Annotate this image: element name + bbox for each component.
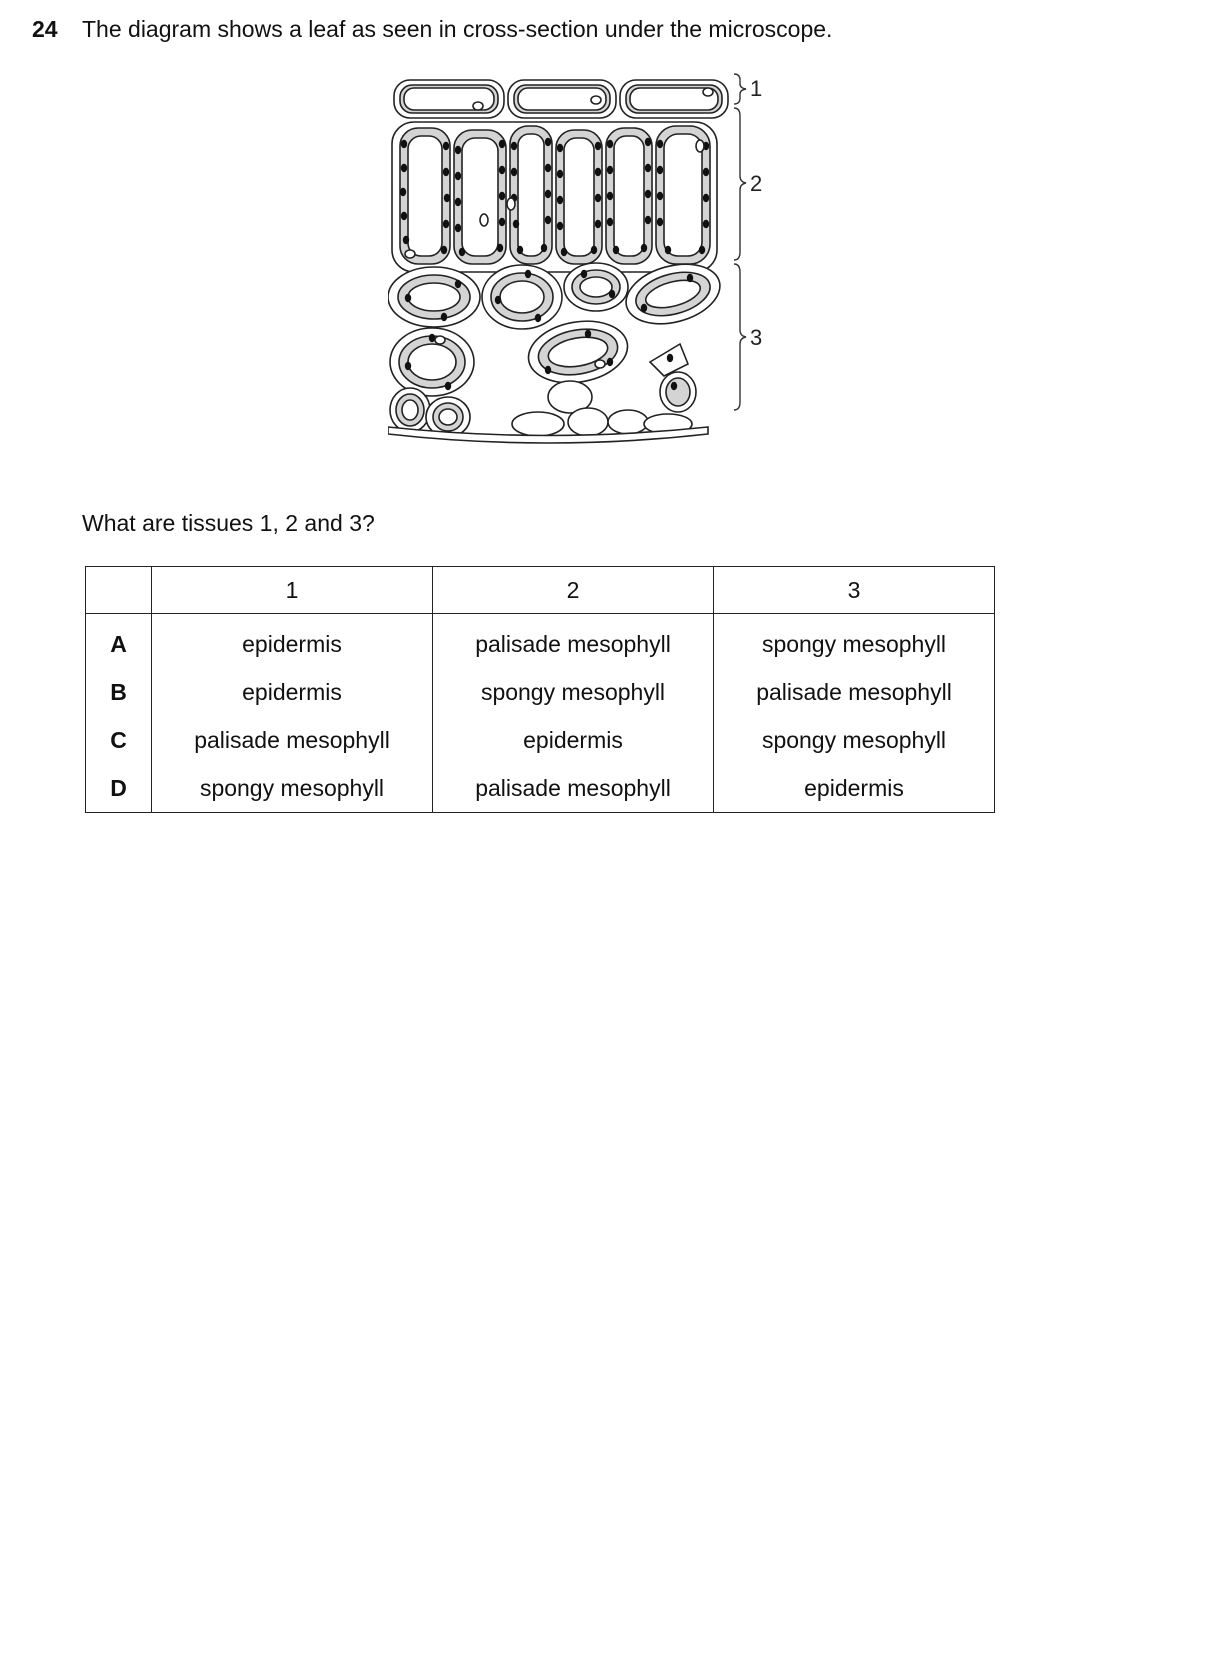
tissue-label-1: 1 — [750, 76, 763, 101]
option-row-a[interactable] — [86, 614, 995, 669]
option-letter[interactable]: C — [86, 716, 152, 764]
option-cell: palisade mesophyll — [433, 764, 714, 813]
option-letter[interactable]: B — [86, 668, 152, 716]
header-cell-1: 1 — [152, 567, 433, 614]
tissue-label-3: 3 — [750, 325, 763, 350]
table-header-row — [86, 567, 995, 614]
leaf-cross-section-diagram — [388, 72, 848, 482]
option-row-b[interactable] — [86, 668, 995, 716]
question-header — [32, 14, 832, 44]
option-cell: epidermis — [152, 614, 433, 669]
header-cell-2: 2 — [433, 567, 714, 614]
palisade-layer — [392, 122, 717, 272]
answer-options-table — [85, 566, 995, 813]
option-letter[interactable]: A — [86, 614, 152, 669]
option-cell: epidermis — [152, 668, 433, 716]
option-cell: spongy mesophyll — [433, 668, 714, 716]
option-row-d[interactable] — [86, 764, 995, 813]
option-row-c[interactable] — [86, 716, 995, 764]
option-cell: spongy mesophyll — [714, 716, 995, 764]
header-cell-blank — [86, 567, 152, 614]
tissue-label-2: 2 — [750, 171, 763, 196]
option-cell: epidermis — [433, 716, 714, 764]
option-cell: palisade mesophyll — [714, 668, 995, 716]
question-prompt: What are tissues 1, 2 and 3? — [82, 510, 375, 536]
option-cell: spongy mesophyll — [152, 764, 433, 813]
spongy-layer — [388, 255, 727, 443]
option-letter[interactable]: D — [86, 764, 152, 813]
option-cell: spongy mesophyll — [714, 614, 995, 669]
option-cell: palisade mesophyll — [433, 614, 714, 669]
question-stem: The diagram shows a leaf as seen in cross-section under the microscope. — [82, 16, 833, 42]
header-cell-3: 3 — [714, 567, 995, 614]
upper-epidermis — [394, 80, 728, 118]
option-cell: palisade mesophyll — [152, 716, 433, 764]
option-cell: epidermis — [714, 764, 995, 813]
question-number: 24 — [32, 16, 58, 42]
label-braces — [734, 74, 746, 410]
